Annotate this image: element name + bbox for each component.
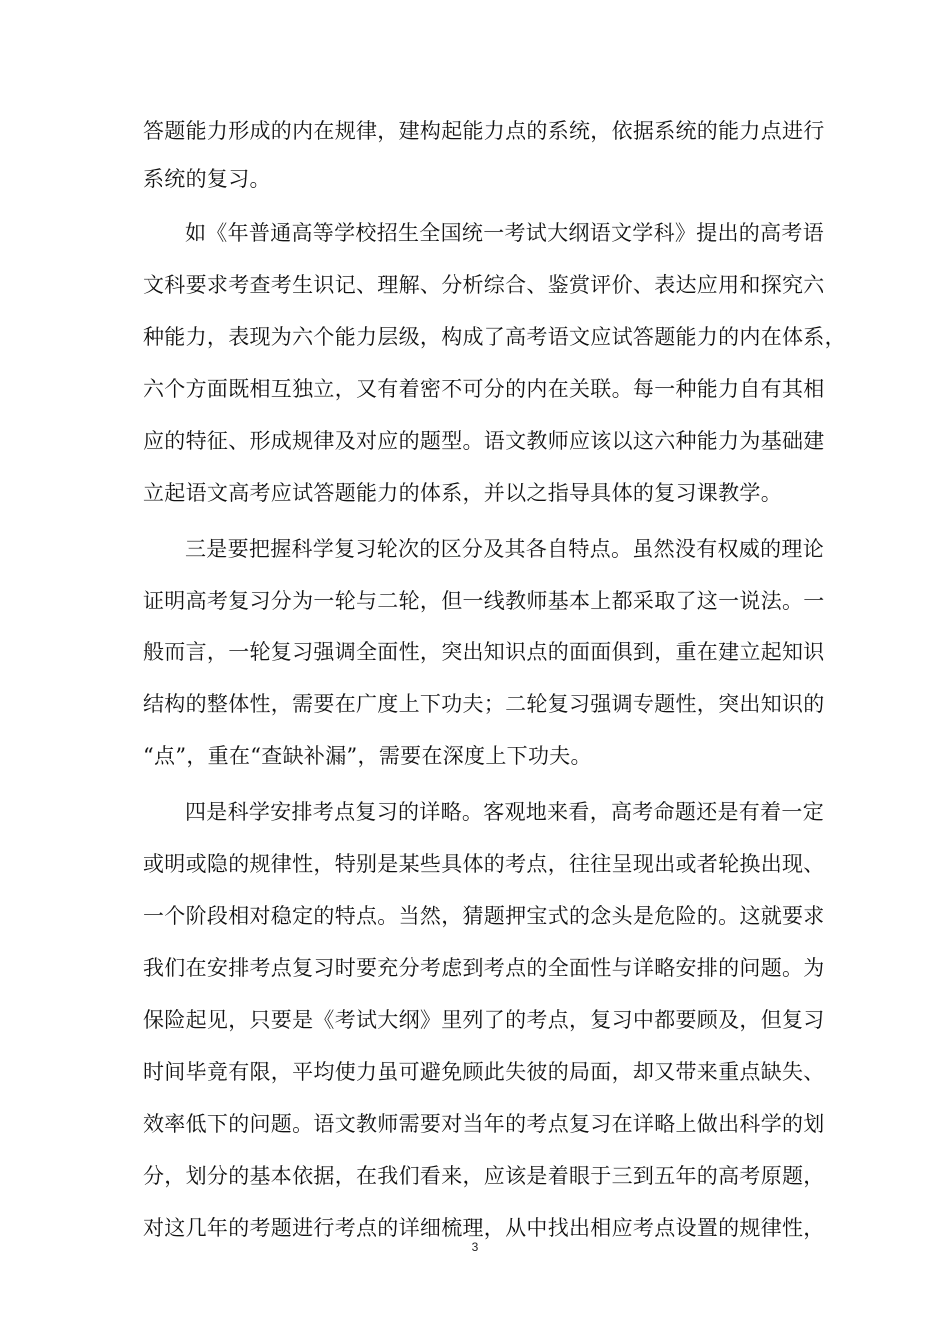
text-line: 答题能力形成的内在规律，建构起能力点的系统，依据系统的能力点进行 [143, 119, 825, 143]
text-line: 证明高考复习分为一轮与二轮，但一线教师基本上都采取了这一说法。一 [143, 589, 825, 613]
text-line: 一个阶段相对稳定的特点。当然，猜题押宝式的念头是危险的。这就要求 [143, 904, 825, 928]
text-line: 对这几年的考题进行考点的详细梳理，从中找出相应考点设置的规律性， [143, 1216, 825, 1240]
text-line: 立起语文高考应试答题能力的体系，并以之指导具体的复习课教学。 [143, 481, 782, 505]
text-line: 时间毕竟有限，平均使力虽可避免顾此失彼的局面，却又带来重点缺失、 [143, 1060, 825, 1084]
text-line: 系统的复习。 [143, 167, 271, 191]
page-number: 3 [471, 1240, 479, 1254]
text-line: 结构的整体性，需要在广度上下功夫；二轮复习强调专题性，突出知识的 [143, 692, 825, 716]
paragraph-first-line: 如《年普通高等学校招生全国统一考试大纲语文学科》提出的高考语 [185, 221, 824, 245]
text-line: 或明或隐的规律性，特别是某些具体的考点，往往呈现出或者轮换出现、 [143, 852, 825, 876]
text-line: “点”，重在“查缺补漏”，需要在深度上下功夫。 [143, 744, 592, 768]
text-line: 文科要求考查考生识记、理解、分析综合、鉴赏评价、表达应用和探究六 [143, 273, 825, 297]
paragraph-first-line: 四是科学安排考点复习的详略。客观地来看，高考命题还是有着一定 [185, 800, 824, 824]
text-line: 般而言，一轮复习强调全面性，突出知识点的面面俱到，重在建立起知识 [143, 640, 825, 664]
text-line: 六个方面既相互独立，又有着密不可分的内在关联。每一种能力自有其相 [143, 377, 825, 401]
text-line: 分，划分的基本依据，在我们看来，应该是着眼于三到五年的高考原题， [143, 1164, 825, 1188]
text-line: 保险起见，只要是《考试大纲》里列了的考点，复习中都要顾及，但复习 [143, 1008, 825, 1032]
text-line: 种能力，表现为六个能力层级，构成了高考语文应试答题能力的内在体系， [143, 325, 846, 349]
paragraph-first-line: 三是要把握科学复习轮次的区分及其各自特点。虽然没有权威的理论 [185, 537, 824, 561]
text-line: 应的特征、形成规律及对应的题型。语文教师应该以这六种能力为基础建 [143, 429, 825, 453]
text-line: 我们在安排考点复习时要充分考虑到考点的全面性与详略安排的问题。为 [143, 956, 825, 980]
text-line: 效率低下的问题。语文教师需要对当年的考点复习在详略上做出科学的划 [143, 1112, 825, 1136]
